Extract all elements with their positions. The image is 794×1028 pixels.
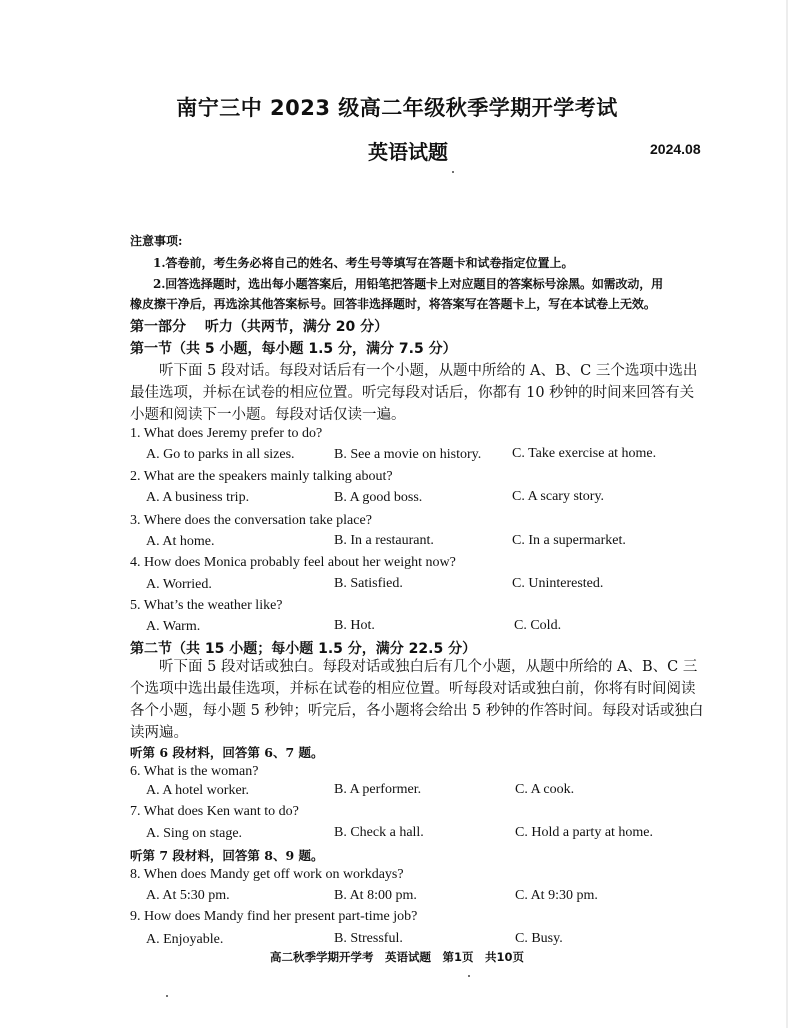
section1-instruction-line1: 听下面 5 段对话。每段对话后有一个小题，从题中所给的 A、B、C 三个选项中选出 (130, 363, 698, 379)
scan-speck (468, 975, 470, 977)
question-9-option-a: A. Enjoyable. (146, 932, 224, 947)
question-3: 3. Where does the conversation take place? (130, 513, 372, 528)
scan-speck (166, 995, 168, 997)
question-2-option-b: B. A good boss. (334, 490, 423, 505)
question-5-option-b: B. Hot. (334, 618, 375, 633)
part1-heading: 第一部分 听力（共两节，满分 20 分） (130, 319, 389, 335)
question-4-option-b: B. Satisfied. (334, 576, 403, 591)
question-5-option-c: C. Cold. (514, 618, 562, 633)
question-8-option-b: B. At 8:00 pm. (334, 888, 417, 903)
question-8: 8. When does Mandy get off work on workdays? (130, 867, 404, 882)
exam-subject: 英语试题 (368, 140, 448, 164)
question-4-option-a: A. Worried. (146, 577, 212, 592)
question-4-option-c: C. Uninterested. (512, 576, 604, 591)
page-edge (786, 0, 788, 1028)
section1-heading: 第一节（共 5 小题，每小题 1.5 分，满分 7.5 分） (130, 341, 457, 357)
question-9-option-c: C. Busy. (515, 931, 563, 946)
page-footer: 高二秋季学期开学考 英语试题 第1页 共10页 (269, 950, 524, 964)
question-1-option-b: B. See a movie on history. (334, 447, 482, 462)
question-2: 2. What are the speakers mainly talking about? (130, 469, 393, 484)
question-9: 9. How does Mandy find her present part-time job? (130, 909, 418, 924)
question-6-option-c: C. A cook. (515, 782, 575, 797)
question-8-option-a: A. At 5:30 pm. (146, 888, 230, 903)
exam-title: 南宁三中 2023 级高二年级秋季学期开学考试 (176, 96, 618, 120)
question-6-option-a: A. A hotel worker. (146, 783, 250, 798)
question-2-option-a: A. A business trip. (146, 490, 250, 505)
question-3-option-a: A. At home. (146, 534, 215, 549)
exam-date: 2024.08 (650, 141, 701, 157)
scan-speck (452, 171, 454, 173)
section2-instruction-line1: 听下面 5 段对话或独白。每段对话或独白后有几个小题，从题中所给的 A、B、C 三 (130, 659, 698, 675)
section2-instruction-line2: 个选项中选出最佳选项，并标在试卷的相应位置。听每段对话或独白前，你将有时间阅读 (130, 681, 696, 697)
question-8-option-c: C. At 9:30 pm. (515, 888, 598, 903)
listening-material-6-note: 听第 6 段材料，回答第 6、7 题。 (130, 745, 324, 760)
section1-instruction-line2: 最佳选项，并标在试卷的相应位置。听完每段对话后，你都有 10 秒钟的时间来回答有关 (130, 385, 695, 401)
notice-item-2: 2.回答选择题时，选出每小题答案后，用铅笔把答题卡上对应题目的答案标号涂黑。如需改动，用 (153, 277, 663, 291)
question-1: 1. What does Jeremy prefer to do? (130, 426, 323, 441)
notice-item-1: 1.答卷前，考生务必将自己的姓名、考生号等填写在答题卡和试卷指定位置上。 (153, 256, 574, 270)
section2-instruction-line4: 读两遍。 (130, 725, 188, 741)
notice-heading: 注意事项: (130, 234, 183, 248)
question-6: 6. What is the woman? (130, 764, 259, 779)
notice-item-2-cont: 橡皮擦干净后，再选涂其他答案标号。回答非选择题时，将答案写在答题卡上，写在本试卷上无效。 (130, 297, 656, 311)
question-5: 5. What’s the weather like? (130, 598, 283, 613)
question-5-option-a: A. Warm. (146, 619, 201, 634)
question-3-option-c: C. In a supermarket. (512, 533, 626, 548)
question-7: 7. What does Ken want to do? (130, 804, 299, 819)
section1-instruction-line3: 小题和阅读下一小题。每段对话仅读一遍。 (130, 407, 406, 423)
section2-heading: 第二节（共 15 小题；每小题 1.5 分，满分 22.5 分） (130, 641, 477, 657)
question-1-option-c: C. Take exercise at home. (512, 446, 657, 461)
question-7-option-a: A. Sing on stage. (146, 826, 243, 841)
question-7-option-b: B. Check a hall. (334, 825, 424, 840)
question-2-option-c: C. A scary story. (512, 489, 605, 504)
question-7-option-c: C. Hold a party at home. (515, 825, 654, 840)
question-3-option-b: B. In a restaurant. (334, 533, 434, 548)
question-9-option-b: B. Stressful. (334, 931, 403, 946)
listening-material-7-note: 听第 7 段材料，回答第 8、9 题。 (130, 848, 324, 863)
question-6-option-b: B. A performer. (334, 782, 422, 797)
section2-instruction-line3: 各个小题，每小题 5 秒钟；听完后，各小题将会给出 5 秒钟的作答时间。每段对话或独白 (130, 703, 704, 719)
question-1-option-a: A. Go to parks in all sizes. (146, 447, 295, 462)
question-4: 4. How does Monica probably feel about her weight now? (130, 555, 456, 570)
